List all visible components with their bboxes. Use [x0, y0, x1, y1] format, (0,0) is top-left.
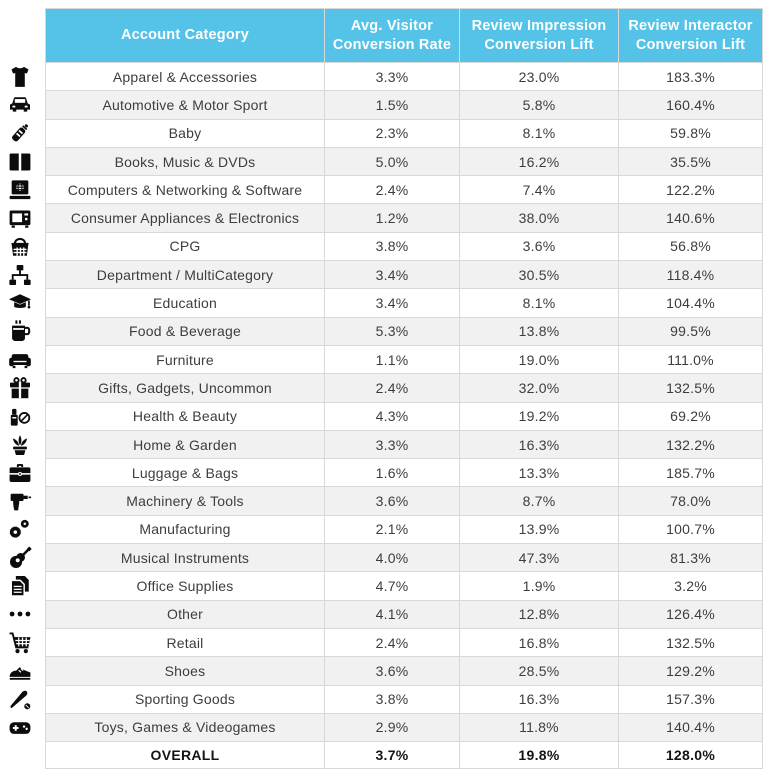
- table-row: [46, 459, 763, 487]
- value-cell: 118.4%: [619, 261, 763, 289]
- value-cell: 185.7%: [619, 459, 763, 487]
- value-cell: 1.6%: [325, 459, 460, 487]
- value-cell: 140.6%: [619, 204, 763, 232]
- category-cell: Gifts, Gadgets, Uncommon: [46, 374, 325, 402]
- value-cell: 59.8%: [619, 119, 763, 147]
- overall-impression-lift: 19.8%: [460, 742, 619, 769]
- value-cell: 132.2%: [619, 430, 763, 458]
- table-row: [46, 572, 763, 600]
- shopping-cart-icon: [8, 630, 33, 655]
- value-cell: 8.7%: [460, 487, 619, 515]
- table-row: [46, 345, 763, 373]
- basket-icon: [8, 234, 33, 259]
- table-row: [46, 63, 763, 91]
- value-cell: 23.0%: [460, 63, 619, 91]
- category-cell: Education: [46, 289, 325, 317]
- category-cell: Other: [46, 600, 325, 628]
- drill-icon: [8, 489, 33, 514]
- laptop-icon: [8, 177, 33, 202]
- value-cell: 28.5%: [460, 657, 619, 685]
- documents-icon: [8, 573, 33, 598]
- category-cell: Consumer Appliances & Electronics: [46, 204, 325, 232]
- overall-avg-visitor: 3.7%: [325, 742, 460, 769]
- table-row: [46, 232, 763, 260]
- category-cell: Apparel & Accessories: [46, 63, 325, 91]
- table-row: [46, 600, 763, 628]
- table-row: [46, 544, 763, 572]
- value-cell: 16.3%: [460, 430, 619, 458]
- value-cell: 13.3%: [460, 459, 619, 487]
- graduation-cap-icon: [8, 291, 33, 316]
- value-cell: 56.8%: [619, 232, 763, 260]
- value-cell: 16.3%: [460, 685, 619, 713]
- category-cell: Office Supplies: [46, 572, 325, 600]
- value-cell: 4.0%: [325, 544, 460, 572]
- value-cell: 2.1%: [325, 515, 460, 543]
- value-cell: 157.3%: [619, 685, 763, 713]
- table-row: [46, 374, 763, 402]
- value-cell: 1.1%: [325, 345, 460, 373]
- table-row: [46, 261, 763, 289]
- table-row: [46, 628, 763, 656]
- table-row: [46, 713, 763, 741]
- header-row: [46, 9, 763, 63]
- category-cell: Luggage & Bags: [46, 459, 325, 487]
- value-cell: 104.4%: [619, 289, 763, 317]
- value-cell: 16.2%: [460, 147, 619, 175]
- category-cell: Baby: [46, 119, 325, 147]
- shoe-icon: [8, 658, 33, 683]
- value-cell: 100.7%: [619, 515, 763, 543]
- potted-plant-icon: [8, 432, 33, 457]
- table-row: [46, 317, 763, 345]
- table-row: [46, 176, 763, 204]
- value-cell: 35.5%: [619, 147, 763, 175]
- ellipsis-icon: [8, 602, 33, 627]
- table-row: [46, 515, 763, 543]
- coffee-mug-icon: [8, 319, 33, 344]
- header-review-interactor-lift: Review Interactor Conversion Lift: [619, 9, 763, 63]
- category-cell: Retail: [46, 628, 325, 656]
- category-cell: Food & Beverage: [46, 317, 325, 345]
- value-cell: 183.3%: [619, 63, 763, 91]
- category-cell: CPG: [46, 232, 325, 260]
- value-cell: 3.8%: [325, 685, 460, 713]
- value-cell: 78.0%: [619, 487, 763, 515]
- bat-ball-icon: [8, 687, 33, 712]
- category-cell: Health & Beauty: [46, 402, 325, 430]
- value-cell: 3.4%: [325, 289, 460, 317]
- value-cell: 47.3%: [460, 544, 619, 572]
- table-row: [46, 91, 763, 119]
- category-cell: Musical Instruments: [46, 544, 325, 572]
- value-cell: 2.4%: [325, 628, 460, 656]
- value-cell: 38.0%: [460, 204, 619, 232]
- category-cell: Home & Garden: [46, 430, 325, 458]
- value-cell: 126.4%: [619, 600, 763, 628]
- value-cell: 5.3%: [325, 317, 460, 345]
- cosmetics-icon: [8, 404, 33, 429]
- category-cell: Toys, Games & Videogames: [46, 713, 325, 741]
- value-cell: 11.8%: [460, 713, 619, 741]
- guitar-icon: [8, 545, 33, 570]
- value-cell: 16.8%: [460, 628, 619, 656]
- overall-interactor-lift: 128.0%: [619, 742, 763, 769]
- value-cell: 2.3%: [325, 119, 460, 147]
- baby-bottle-icon: [8, 121, 33, 146]
- gift-icon: [8, 375, 33, 400]
- gears-icon: [8, 517, 33, 542]
- value-cell: 5.8%: [460, 91, 619, 119]
- category-cell: Department / MultiCategory: [46, 261, 325, 289]
- value-cell: 111.0%: [619, 345, 763, 373]
- sitemap-icon: [8, 262, 33, 287]
- value-cell: 69.2%: [619, 402, 763, 430]
- value-cell: 4.3%: [325, 402, 460, 430]
- value-cell: 19.0%: [460, 345, 619, 373]
- value-cell: 2.9%: [325, 713, 460, 741]
- table-row: [46, 430, 763, 458]
- header-avg-visitor-conversion-rate: Avg. Visitor Conversion Rate: [325, 9, 460, 63]
- value-cell: 129.2%: [619, 657, 763, 685]
- category-cell: Machinery & Tools: [46, 487, 325, 515]
- couch-icon: [8, 347, 33, 372]
- category-cell: Automotive & Motor Sport: [46, 91, 325, 119]
- value-cell: 2.4%: [325, 176, 460, 204]
- value-cell: 8.1%: [460, 289, 619, 317]
- value-cell: 13.8%: [460, 317, 619, 345]
- category-cell: Sporting Goods: [46, 685, 325, 713]
- header-review-impression-lift: Review Impression Conversion Lift: [460, 9, 619, 63]
- value-cell: 3.8%: [325, 232, 460, 260]
- value-cell: 8.1%: [460, 119, 619, 147]
- category-cell: Furniture: [46, 345, 325, 373]
- value-cell: 81.3%: [619, 544, 763, 572]
- value-cell: 3.3%: [325, 63, 460, 91]
- category-cell: Books, Music & DVDs: [46, 147, 325, 175]
- value-cell: 19.2%: [460, 402, 619, 430]
- table-row: [46, 685, 763, 713]
- value-cell: 3.3%: [325, 430, 460, 458]
- table-footer: [46, 742, 763, 769]
- value-cell: 30.5%: [460, 261, 619, 289]
- value-cell: 1.9%: [460, 572, 619, 600]
- table-row: [46, 402, 763, 430]
- value-cell: 7.4%: [460, 176, 619, 204]
- game-controller-icon: [8, 715, 33, 740]
- category-cell: Shoes: [46, 657, 325, 685]
- value-cell: 132.5%: [619, 374, 763, 402]
- value-cell: 3.6%: [325, 487, 460, 515]
- value-cell: 4.7%: [325, 572, 460, 600]
- header-account-category: Account Category: [46, 9, 325, 63]
- value-cell: 3.6%: [460, 232, 619, 260]
- value-cell: 160.4%: [619, 91, 763, 119]
- category-cell: Manufacturing: [46, 515, 325, 543]
- value-cell: 32.0%: [460, 374, 619, 402]
- table-row: [46, 119, 763, 147]
- category-cell: Computers & Networking & Software: [46, 176, 325, 204]
- table-row: [46, 657, 763, 685]
- value-cell: 4.1%: [325, 600, 460, 628]
- table-header: [46, 9, 763, 63]
- table-row: [46, 204, 763, 232]
- table-row: [46, 487, 763, 515]
- briefcase-icon: [8, 460, 33, 485]
- conversion-lift-table: [45, 8, 763, 769]
- books-icon: [8, 149, 33, 174]
- microwave-icon: [8, 206, 33, 231]
- value-cell: 132.5%: [619, 628, 763, 656]
- value-cell: 13.9%: [460, 515, 619, 543]
- overall-row: [46, 742, 763, 769]
- table-row: [46, 147, 763, 175]
- value-cell: 1.5%: [325, 91, 460, 119]
- value-cell: 3.2%: [619, 572, 763, 600]
- value-cell: 140.4%: [619, 713, 763, 741]
- value-cell: 1.2%: [325, 204, 460, 232]
- tshirt-icon: [8, 64, 33, 89]
- car-icon: [8, 92, 33, 117]
- value-cell: 122.2%: [619, 176, 763, 204]
- value-cell: 2.4%: [325, 374, 460, 402]
- value-cell: 12.8%: [460, 600, 619, 628]
- table-body: [46, 63, 763, 742]
- table-row: [46, 289, 763, 317]
- value-cell: 3.6%: [325, 657, 460, 685]
- value-cell: 99.5%: [619, 317, 763, 345]
- value-cell: 5.0%: [325, 147, 460, 175]
- value-cell: 3.4%: [325, 261, 460, 289]
- overall-label: OVERALL: [46, 742, 325, 769]
